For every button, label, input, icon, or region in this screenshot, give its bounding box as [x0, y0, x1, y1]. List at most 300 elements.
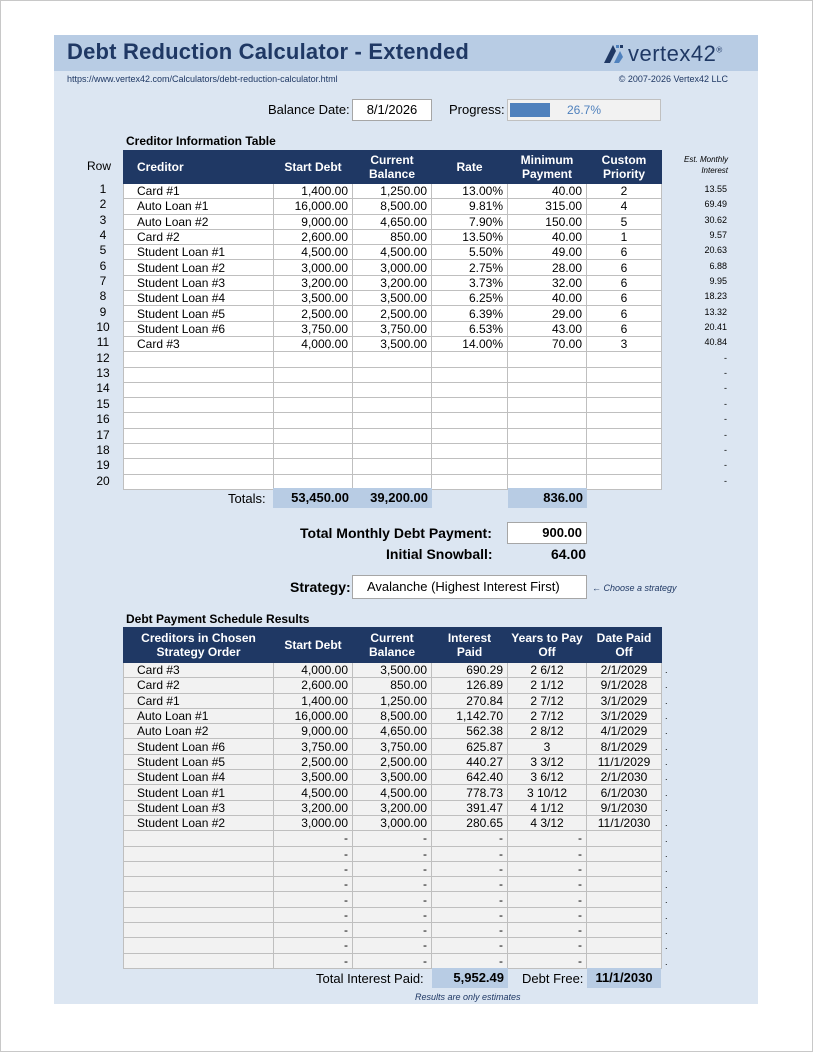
minimum-payment-cell[interactable]: [508, 444, 587, 459]
row-marker: .: [665, 895, 668, 906]
creditor-cell[interactable]: Student Loan #5: [124, 306, 274, 321]
creditor-cell[interactable]: Student Loan #2: [124, 260, 274, 275]
start-debt-cell[interactable]: 16,000.00: [274, 199, 353, 214]
current-balance-cell[interactable]: [353, 352, 432, 367]
minimum-payment-cell[interactable]: [508, 398, 587, 413]
strategy-creditor-cell: Student Loan #6: [124, 739, 274, 754]
minimum-payment-cell[interactable]: 70.00: [508, 336, 587, 351]
date-paid-off-cell: [587, 861, 662, 876]
creditor-cell[interactable]: Card #2: [124, 229, 274, 244]
row-number: 7: [99, 274, 107, 289]
minimum-payment-cell[interactable]: 28.00: [508, 260, 587, 275]
years-to-pay-off-cell: 2 1/12: [508, 678, 587, 693]
res-start-debt-cell: 4,500.00: [274, 785, 353, 800]
current-balance-cell[interactable]: 3,500.00: [353, 291, 432, 306]
date-paid-off-cell: [587, 831, 662, 846]
res-start-debt-cell: -: [274, 861, 353, 876]
res-start-debt-cell: 16,000.00: [274, 708, 353, 723]
monthly-interest-value: -: [724, 429, 727, 440]
start-debt-cell[interactable]: 3,750.00: [274, 321, 353, 336]
monthly-interest-value: 30.62: [704, 214, 727, 225]
interest-paid-cell: -: [432, 923, 508, 938]
minimum-payment-cell[interactable]: 40.00: [508, 229, 587, 244]
interest-header: Est. Monthly Interest: [683, 155, 728, 175]
years-to-pay-off-cell: -: [508, 892, 587, 907]
creditor-cell[interactable]: [124, 382, 274, 397]
total-interest-value: 5,952.49: [432, 968, 508, 988]
monthly-interest-value: 6.88: [709, 260, 727, 271]
current-balance-cell[interactable]: 850.00: [353, 229, 432, 244]
date-paid-off-cell: [587, 953, 662, 968]
creditor-cell[interactable]: [124, 398, 274, 413]
interest-paid-cell: -: [432, 846, 508, 861]
rate-cell[interactable]: [432, 352, 508, 367]
current-balance-cell[interactable]: 4,650.00: [353, 214, 432, 229]
row-number: 20: [96, 473, 110, 488]
creditor-row: [124, 184, 662, 199]
minimum-payment-cell[interactable]: 40.00: [508, 184, 587, 199]
creditor-row: [124, 428, 662, 443]
start-debt-cell[interactable]: 4,500.00: [274, 245, 353, 260]
monthly-interest-value: -: [724, 383, 727, 394]
progress-value: 26.7%: [566, 103, 602, 117]
current-balance-cell[interactable]: 3,500.00: [353, 336, 432, 351]
logo-text: vertex42: [628, 41, 717, 66]
col-custom-priority: Custom Priority: [587, 151, 662, 184]
creditor-cell[interactable]: [124, 428, 274, 443]
res-start-debt-cell: -: [274, 907, 353, 922]
res-start-debt-cell: -: [274, 953, 353, 968]
creditor-row: [124, 291, 662, 306]
debt-free-label: Debt Free:: [522, 971, 584, 986]
minimum-payment-cell[interactable]: 32.00: [508, 275, 587, 290]
creditor-cell[interactable]: [124, 413, 274, 428]
priority-cell[interactable]: [587, 474, 662, 489]
priority-cell[interactable]: 5: [587, 214, 662, 229]
minimum-payment-cell[interactable]: [508, 352, 587, 367]
start-debt-cell[interactable]: 3,500.00: [274, 291, 353, 306]
priority-cell[interactable]: [587, 444, 662, 459]
rate-cell[interactable]: 2.75%: [432, 260, 508, 275]
creditor-row: [124, 260, 662, 275]
strategy-creditor-cell: Student Loan #4: [124, 770, 274, 785]
col-interest-paid: Interest Paid: [432, 628, 508, 663]
current-balance-cell[interactable]: 8,500.00: [353, 199, 432, 214]
years-to-pay-off-cell: 2 7/12: [508, 693, 587, 708]
creditor-cell[interactable]: [124, 459, 274, 474]
monthly-interest-value: -: [724, 460, 727, 471]
row-number: 10: [96, 320, 110, 335]
date-paid-off-cell: [587, 923, 662, 938]
current-balance-cell[interactable]: [353, 398, 432, 413]
results-dots: [665, 663, 675, 970]
creditor-row: [124, 245, 662, 260]
start-debt-cell[interactable]: [274, 459, 353, 474]
res-current-balance-cell: 8,500.00: [353, 708, 432, 723]
years-to-pay-off-cell: 2 7/12: [508, 708, 587, 723]
creditor-cell[interactable]: Student Loan #4: [124, 291, 274, 306]
rate-cell[interactable]: [432, 382, 508, 397]
monthly-interest-value: -: [724, 414, 727, 425]
initial-snowball-value: 64.00: [550, 546, 586, 562]
res-current-balance-cell: 3,000.00: [353, 815, 432, 830]
row-header: Row: [87, 159, 112, 173]
strategy-select[interactable]: Avalanche (Highest Interest First): [352, 575, 587, 599]
minimum-payment-cell[interactable]: [508, 428, 587, 443]
rate-cell[interactable]: 6.25%: [432, 291, 508, 306]
creditor-cell[interactable]: [124, 474, 274, 489]
start-debt-cell[interactable]: [274, 367, 353, 382]
current-balance-cell[interactable]: 4,500.00: [353, 245, 432, 260]
creditor-table: [123, 150, 662, 490]
row-number: 3: [99, 212, 107, 227]
strategy-creditor-cell: Card #2: [124, 678, 274, 693]
results-row: [124, 785, 662, 800]
creditor-cell[interactable]: Auto Loan #1: [124, 199, 274, 214]
strategy-hint: ← Choose a strategy: [592, 583, 677, 593]
current-balance-cell[interactable]: [353, 428, 432, 443]
rate-cell[interactable]: [432, 444, 508, 459]
interest-paid-cell: 1,142.70: [432, 708, 508, 723]
row-number: 17: [96, 427, 110, 442]
start-debt-cell[interactable]: 9,000.00: [274, 214, 353, 229]
date-paid-off-cell: 2/1/2029: [587, 663, 662, 678]
start-debt-cell[interactable]: 1,400.00: [274, 184, 353, 199]
rate-cell[interactable]: 13.50%: [432, 229, 508, 244]
strategy-creditor-cell: Student Loan #3: [124, 800, 274, 815]
res-start-debt-cell: 4,000.00: [274, 663, 353, 678]
progress-label: Progress:: [449, 102, 505, 117]
creditor-cell[interactable]: Student Loan #1: [124, 245, 274, 260]
res-current-balance-cell: 2,500.00: [353, 754, 432, 769]
priority-cell[interactable]: 2: [587, 184, 662, 199]
total-minimum-payment: 836.00: [508, 488, 587, 508]
res-current-balance-cell: 3,200.00: [353, 800, 432, 815]
minimum-payment-cell[interactable]: 40.00: [508, 291, 587, 306]
date-paid-off-cell: 9/1/2028: [587, 678, 662, 693]
creditor-cell[interactable]: Card #1: [124, 184, 274, 199]
priority-cell[interactable]: 6: [587, 275, 662, 290]
row-number: 2: [99, 197, 107, 212]
debt-free-value: 11/1/2030: [587, 968, 661, 988]
current-balance-cell[interactable]: [353, 382, 432, 397]
creditor-row: [124, 444, 662, 459]
current-balance-cell[interactable]: 3,750.00: [353, 321, 432, 336]
minimum-payment-cell[interactable]: 43.00: [508, 321, 587, 336]
current-balance-cell[interactable]: 3,200.00: [353, 275, 432, 290]
start-debt-cell[interactable]: 2,500.00: [274, 306, 353, 321]
current-balance-cell[interactable]: [353, 444, 432, 459]
res-current-balance-cell: -: [353, 953, 432, 968]
row-marker: .: [665, 772, 668, 783]
res-current-balance-cell: -: [353, 846, 432, 861]
years-to-pay-off-cell: 4 3/12: [508, 815, 587, 830]
res-start-debt-cell: -: [274, 892, 353, 907]
interest-paid-cell: -: [432, 953, 508, 968]
monthly-interest-value: 20.63: [704, 245, 727, 256]
row-marker: .: [665, 726, 668, 737]
rate-cell[interactable]: [432, 428, 508, 443]
row-marker: .: [665, 833, 668, 844]
rate-cell[interactable]: 13.00%: [432, 184, 508, 199]
rate-cell[interactable]: [432, 367, 508, 382]
results-table-title: Debt Payment Schedule Results: [126, 612, 310, 626]
current-balance-cell[interactable]: 3,000.00: [353, 260, 432, 275]
col-years-to-pay-off: Years to Pay Off: [508, 628, 587, 663]
priority-cell[interactable]: 6: [587, 260, 662, 275]
date-paid-off-cell: 3/1/2029: [587, 708, 662, 723]
years-to-pay-off-cell: -: [508, 953, 587, 968]
monthly-interest-value: 69.49: [704, 199, 727, 210]
row-marker: .: [665, 757, 668, 768]
strategy-creditor-cell: Student Loan #5: [124, 754, 274, 769]
res-start-debt-cell: 2,600.00: [274, 678, 353, 693]
creditor-row: [124, 367, 662, 382]
balance-date-input[interactable]: 8/1/2026: [352, 99, 432, 121]
start-debt-cell[interactable]: 4,000.00: [274, 336, 353, 351]
res-current-balance-cell: -: [353, 877, 432, 892]
rate-cell[interactable]: [432, 459, 508, 474]
start-debt-cell[interactable]: [274, 428, 353, 443]
start-debt-cell[interactable]: [274, 398, 353, 413]
date-paid-off-cell: 11/1/2029: [587, 754, 662, 769]
date-paid-off-cell: 3/1/2029: [587, 693, 662, 708]
initial-snowball-label: Initial Snowball:: [386, 546, 493, 562]
priority-cell[interactable]: [587, 367, 662, 382]
rate-cell[interactable]: [432, 398, 508, 413]
results-row: [124, 861, 662, 876]
creditor-cell[interactable]: Card #3: [124, 336, 274, 351]
strategy-creditor-cell: Student Loan #2: [124, 815, 274, 830]
creditor-cell[interactable]: Student Loan #3: [124, 275, 274, 290]
row-numbers: [78, 182, 128, 489]
rate-cell[interactable]: 7.90%: [432, 214, 508, 229]
row-number: 4: [99, 228, 107, 243]
rate-cell[interactable]: [432, 413, 508, 428]
current-balance-cell[interactable]: [353, 459, 432, 474]
res-start-debt-cell: 3,750.00: [274, 739, 353, 754]
start-debt-cell[interactable]: 2,600.00: [274, 229, 353, 244]
priority-cell[interactable]: 6: [587, 245, 662, 260]
results-table: [123, 627, 662, 969]
interest-paid-cell: 280.65: [432, 815, 508, 830]
row-marker: .: [665, 680, 668, 691]
date-paid-off-cell: [587, 877, 662, 892]
start-debt-cell[interactable]: [274, 444, 353, 459]
strategy-label: Strategy:: [290, 579, 351, 595]
interest-paid-cell: 690.29: [432, 663, 508, 678]
row-marker: .: [665, 803, 668, 814]
res-current-balance-cell: 4,650.00: [353, 724, 432, 739]
strategy-creditor-cell: Auto Loan #2: [124, 724, 274, 739]
res-start-debt-cell: -: [274, 938, 353, 953]
results-row: [124, 693, 662, 708]
row-number: 11: [96, 335, 110, 350]
current-balance-cell[interactable]: [353, 413, 432, 428]
date-paid-off-cell: 2/1/2030: [587, 770, 662, 785]
creditor-cell[interactable]: Auto Loan #2: [124, 214, 274, 229]
monthly-payment-input[interactable]: 900.00: [507, 522, 587, 544]
priority-cell[interactable]: [587, 352, 662, 367]
monthly-interest-value: -: [724, 444, 727, 455]
source-link[interactable]: https://www.vertex42.com/Calculators/debt-reduction-calculator.html: [67, 74, 338, 84]
row-marker: .: [665, 818, 668, 829]
years-to-pay-off-cell: -: [508, 831, 587, 846]
priority-cell[interactable]: 3: [587, 336, 662, 351]
res-current-balance-cell: -: [353, 892, 432, 907]
monthly-interest-value: 9.57: [709, 230, 727, 241]
creditor-row: [124, 275, 662, 290]
minimum-payment-cell[interactable]: [508, 413, 587, 428]
page-title: Debt Reduction Calculator - Extended: [67, 39, 470, 64]
res-start-debt-cell: 9,000.00: [274, 724, 353, 739]
row-number: 5: [99, 243, 107, 258]
priority-cell[interactable]: 6: [587, 306, 662, 321]
creditor-cell[interactable]: [124, 367, 274, 382]
interest-paid-cell: 562.38: [432, 724, 508, 739]
monthly-interest-value: 40.84: [704, 337, 727, 348]
creditor-cell[interactable]: [124, 352, 274, 367]
res-start-debt-cell: -: [274, 877, 353, 892]
years-to-pay-off-cell: -: [508, 938, 587, 953]
creditor-row: [124, 306, 662, 321]
res-start-debt-cell: 3,000.00: [274, 815, 353, 830]
results-row: [124, 892, 662, 907]
monthly-interest-value: -: [724, 352, 727, 363]
row-number: 15: [96, 396, 110, 411]
strategy-creditor-cell: [124, 831, 274, 846]
col-minimum-payment: Minimum Payment: [508, 151, 587, 184]
creditor-row: [124, 229, 662, 244]
rate-cell[interactable]: 3.73%: [432, 275, 508, 290]
strategy-creditor-cell: [124, 938, 274, 953]
priority-cell[interactable]: 4: [587, 199, 662, 214]
minimum-payment-cell[interactable]: 315.00: [508, 199, 587, 214]
minimum-payment-cell[interactable]: [508, 382, 587, 397]
interest-paid-cell: 270.84: [432, 693, 508, 708]
strategy-creditor-cell: Auto Loan #1: [124, 708, 274, 723]
row-number: 9: [99, 304, 107, 319]
res-current-balance-cell: 1,250.00: [353, 693, 432, 708]
rate-cell[interactable]: 5.50%: [432, 245, 508, 260]
current-balance-cell[interactable]: 1,250.00: [353, 184, 432, 199]
row-number: 6: [99, 258, 107, 273]
res-current-balance-cell: -: [353, 831, 432, 846]
res-start-debt-cell: -: [274, 831, 353, 846]
strategy-creditor-cell: Card #1: [124, 693, 274, 708]
row-marker: .: [665, 849, 668, 860]
current-balance-cell[interactable]: [353, 367, 432, 382]
rate-cell[interactable]: 6.53%: [432, 321, 508, 336]
start-debt-cell[interactable]: [274, 413, 353, 428]
creditor-row: [124, 382, 662, 397]
row-marker: .: [665, 879, 668, 890]
date-paid-off-cell: 4/1/2029: [587, 724, 662, 739]
minimum-payment-cell[interactable]: [508, 459, 587, 474]
interest-paid-cell: 642.40: [432, 770, 508, 785]
start-debt-cell[interactable]: [274, 352, 353, 367]
monthly-interest-column: [665, 182, 727, 489]
total-current-balance: 39,200.00: [353, 488, 432, 508]
priority-cell[interactable]: [587, 428, 662, 443]
col-strategy-creditor: Creditors in Chosen Strategy Order: [124, 628, 274, 663]
priority-cell[interactable]: [587, 459, 662, 474]
start-debt-cell[interactable]: 3,000.00: [274, 260, 353, 275]
years-to-pay-off-cell: 3 6/12: [508, 770, 587, 785]
strategy-creditor-cell: [124, 953, 274, 968]
creditor-cell[interactable]: Student Loan #6: [124, 321, 274, 336]
total-interest-label: Total Interest Paid:: [316, 971, 424, 986]
row-marker: .: [665, 787, 668, 798]
interest-paid-cell: -: [432, 831, 508, 846]
strategy-creditor-cell: [124, 923, 274, 938]
current-balance-cell[interactable]: 2,500.00: [353, 306, 432, 321]
col-res-current-balance: Current Balance: [353, 628, 432, 663]
col-current-balance: Current Balance: [353, 151, 432, 184]
row-marker: .: [665, 665, 668, 675]
copyright: © 2007-2026 Vertex42 LLC: [618, 74, 728, 84]
strategy-creditor-cell: [124, 892, 274, 907]
row-number: 14: [96, 381, 110, 396]
row-number: 18: [96, 442, 110, 457]
priority-cell[interactable]: 6: [587, 291, 662, 306]
results-row: [124, 724, 662, 739]
row-marker: .: [665, 741, 668, 752]
minimum-payment-cell[interactable]: 150.00: [508, 214, 587, 229]
rate-cell[interactable]: [432, 474, 508, 489]
res-start-debt-cell: 3,500.00: [274, 770, 353, 785]
row-number: 19: [96, 458, 110, 473]
col-creditor: Creditor: [124, 151, 274, 184]
start-debt-cell[interactable]: 3,200.00: [274, 275, 353, 290]
creditor-row: [124, 321, 662, 336]
monthly-interest-value: -: [724, 398, 727, 409]
minimum-payment-cell[interactable]: [508, 367, 587, 382]
rate-cell[interactable]: 6.39%: [432, 306, 508, 321]
priority-cell[interactable]: 1: [587, 229, 662, 244]
priority-cell[interactable]: [587, 413, 662, 428]
rate-cell[interactable]: 14.00%: [432, 336, 508, 351]
priority-cell[interactable]: [587, 382, 662, 397]
strategy-creditor-cell: Student Loan #1: [124, 785, 274, 800]
interest-paid-cell: 391.47: [432, 800, 508, 815]
priority-cell[interactable]: [587, 398, 662, 413]
strategy-creditor-cell: [124, 861, 274, 876]
priority-cell[interactable]: 6: [587, 321, 662, 336]
minimum-payment-cell[interactable]: 29.00: [508, 306, 587, 321]
vertex42-logo: [602, 40, 723, 68]
years-to-pay-off-cell: 2 6/12: [508, 663, 587, 678]
res-start-debt-cell: 3,200.00: [274, 800, 353, 815]
creditor-row: [124, 199, 662, 214]
rate-cell[interactable]: 9.81%: [432, 199, 508, 214]
row-number: 13: [96, 366, 110, 381]
creditor-row: [124, 352, 662, 367]
col-start-debt: Start Debt: [274, 151, 353, 184]
interest-paid-cell: 126.89: [432, 678, 508, 693]
res-current-balance-cell: 3,500.00: [353, 770, 432, 785]
date-paid-off-cell: [587, 907, 662, 922]
results-row: [124, 815, 662, 830]
strategy-creditor-cell: [124, 907, 274, 922]
res-start-debt-cell: 2,500.00: [274, 754, 353, 769]
creditor-cell[interactable]: [124, 444, 274, 459]
start-debt-cell[interactable]: [274, 382, 353, 397]
strategy-creditor-cell: [124, 846, 274, 861]
results-row: [124, 739, 662, 754]
balance-date-label: Balance Date:: [268, 102, 350, 117]
minimum-payment-cell[interactable]: 49.00: [508, 245, 587, 260]
